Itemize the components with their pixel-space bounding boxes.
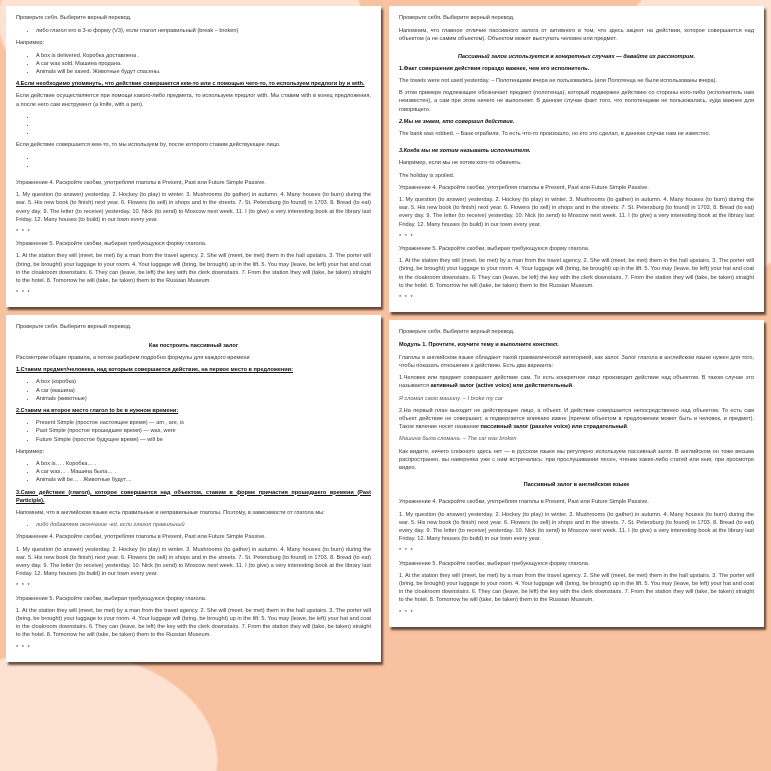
paragraph-text: 2.На первый план выходит не действующее лицо, а объект. И действие совершается непосредственно над объектом. То есть сам объект действие не совершает, а подвергается влиянию извне (причем объектом в предложении может быть и человек, и предмет). Такое явление носит название	[399, 407, 754, 431]
paragraph: The holiday is spoiled.	[399, 172, 455, 179]
list-item: • либо добавляем окончание -ed, если глагол правильный	[36, 521, 371, 529]
page-header: Проверьте себя. Выберите верный перевод.	[399, 329, 515, 336]
exercise-5-text: 1. At the station they will (meet, be met) by a man from the travel agency. 2. She will (meet, be met) them in the hall upstairs. 3. The porter will (bring, be brought) your luggage to your room. 4. Your luggage will (bring, be brought) up in the lift. 5. You may (leave, be left) your hat and coat in the cloakroom downstairs. 6. They can (leave, be left) the key with the clerk downstairs. 7. From the station they will (take, be taken) straight to the hotel. 8. Tomorrow he will (take, be taken) them to the Russian Museum.	[16, 607, 371, 639]
list-item: • A car was… . Машина была… .	[36, 468, 371, 476]
paragraph: The towels were not used yesterday. – Полотенцами вчера не пользовались (или Полотенца не были использованы вчера).	[399, 78, 718, 85]
exercise-5-title: Упражнение 5. Раскройте скобки, выбирая требующуюся форму глагола.	[16, 595, 207, 602]
paragraph: Глаголы в английском языке обладают такой грамматической категорией, как залог. Залог глагола в английском языке нужен для того, чтобы показать отношение к действию. Есть два варианта:	[399, 354, 754, 369]
paragraph: The bank was robbed. – Банк ограбили. То есть что-то произошло, но кто это сделал, в данном случае нам не известно.	[399, 131, 711, 138]
paragraph: Напомним, что главное отличие пассивного залога от активного в том, что здесь акцент на действии, которое совершается над объектом (а не самим объектом). Объектом может выступать человек или предмет.	[399, 28, 754, 43]
bold-term: пассивный залог (passive voice) или страдательный	[480, 424, 627, 431]
exercise-4-text: 1. My question (to answer) yesterday. 2. Hockey (to play) in winter. 3. Mushrooms (to gather) in autumn. 4. Many houses (to burn) during the war. 5. His new book (to finish) next year. 6. Flowers (to sell) in shops and in the streets. 7. St. Petersburg (to found) in 1703. 8. Bread (to eat) every day. 9. The letter (to receive) yesterday. 10. Nick (to send) to Moscow next week. 11. I (to give) a very interesting book at the library last Friday. 12. Many houses (to build) in our town every year.	[399, 197, 754, 228]
paragraph: В этом примере подлежащее обозначает предмет (полотенца), который подвержен действию со стороны кого-либо (исполнитель нам неизвестен), а сам при этом ничего не выполняет. В данном случае факт того, что полотенцами не пользовались, куда важнее для говорящего.	[399, 90, 754, 113]
list-item: • A box (коробка)	[36, 378, 371, 386]
paragraph	[399, 374, 754, 390]
list-item: • Animals will be saved. Животные будут спасены.	[36, 68, 371, 76]
separator: * * *	[16, 644, 31, 651]
section-title: Пассивный залог в английском языке	[523, 482, 630, 489]
paragraph-tail: .	[627, 424, 629, 431]
exercise-4-text: 1. My question (to answer) yesterday. 2. Hockey (to play) in winter. 3. Mushrooms (to gather) in autumn. 4. Many houses (to burn) during the war. 5. His new book (to finish) next year. 6. Flowers (to sell) in shops and in the streets. 7. St. Petersburg (to found) in 1703. 8. Bread (to eat) every day. 9. The letter (to receive) yesterday. 10. Nick (to send) to Moscow next week. 11. I (to give) a very interesting book at the library last Friday. 12. Many houses (to build) in our town every year.	[16, 546, 371, 578]
page-header: Проверьте себя. Выберите верный перевод.	[16, 324, 132, 331]
list-item: • Future Simple (простое будущее время) — will be	[36, 436, 371, 444]
bullet-list	[16, 27, 371, 35]
paragraph: Например, если мы не хотим кого-то обвинять.	[399, 160, 522, 167]
bold-term: активный залог (active voice) или действительный	[430, 383, 573, 390]
exercise-5-title: Упражнение 5. Раскройте скобки, выбирая требующуюся форму глагола.	[16, 241, 207, 248]
bullet-list	[16, 378, 371, 403]
bullet-list	[16, 521, 371, 529]
list-item: • A box is delivered. Коробка доставлена .	[36, 52, 371, 60]
paragraph: Как видите, ничего сложного здесь нет — в русском языке мы регулярно используем пассивный залог. В английском он тоже весьма распространен, вы наверняка уже с ним встречались: при прослушивании песен, чтении каких-либо статей или книг, при просмотре видео.	[399, 448, 754, 471]
example-sentence: Я сломал свою машину. – I broke my car	[399, 395, 503, 402]
separator: * * *	[16, 290, 31, 297]
left-column	[6, 6, 381, 662]
exercise-5-text: 1. At the station they will (meet, be met) by a man from the travel agency. 2. She will (meet, be met) them in the hall upstairs. 3. The porter will (bring, be brought) your luggage to your room. 4. Your luggage will (bring, be brought) up in the lift. 5. You may (leave, be left) your hat and coat in the cloakroom downstairs. 6. They can (leave, be left) the key with the clerk downstairs. 7. From the station they will (take, be taken) straight to the hotel. 8. Tomorrow he will (take, be taken) them to the Russian Museum.	[399, 572, 754, 604]
exercise-4-text: 1. My question (to answer) yesterday. 2. Hockey (to play) in winter. 3. Mushrooms (to gather) in autumn. 4. Many houses (to burn) during the war. 5. His new book (to finish) next year. 6. Flowers (to sell) in shops and in the streets. 7. St. Petersburg (to found) in 1703. 8. Bread (to eat) every day. 9. The letter (to receive) yesterday. 10. Nick (to send) to Moscow next week. 11. I (to give) a very interesting book at the library last Friday. 12. Many houses (to build) in our town every year.	[399, 511, 754, 543]
bold-heading: Модуль 1. Прочтите, изучите тему и выполните конспект.	[399, 342, 559, 349]
bullet-list	[16, 52, 371, 77]
document-page-front	[389, 320, 764, 626]
list-item: • A car was sold. Машина продана.	[36, 60, 371, 68]
page-header: Проверьте себя. Выберите верный перевод.	[16, 15, 132, 21]
bullet-list	[16, 113, 371, 138]
list-item: • A car (машина)	[36, 387, 371, 395]
exercise-4-text: 1. My question (to answer) yesterday. 2. Hockey (to play) in winter. 3. Mushrooms (to gather) in autumn. 4. Many houses (to burn) during the war. 5. His new book (to finish) next year. 6. Flowers (to sell) in shops and in the streets. 7. St. Petersburg (to found) in 1703. 8. Bread (to eat) every day. 9. The letter (to receive) yesterday. 10. Nick (to send) to Moscow next week. 11. I (to give) a very interesting book at the library last Friday. 12. Many houses (to build) in our town every year.	[16, 192, 371, 223]
section-title: Как построить пассивный залог	[148, 342, 239, 349]
exercise-5-text: 1. At the station they will (meet, be met) by a man from the travel agency. 2. She will (meet, be met) them in the hall upstairs. 3. The porter will (bring, be brought) your luggage to your room. 4. Your luggage will (bring, be brought) up in the lift. 5. You may (leave, be left) your hat and coat in the cloakroom downstairs. 6. They can (leave, be left) the key with the clerk downstairs. 7. From the station they will (take, be taken) straight to the hotel. 8. Tomorrow he will (take, be taken) them to the Russian Museum.	[399, 258, 754, 289]
list-item	[36, 162, 371, 170]
list-item	[36, 113, 371, 121]
paragraph-tail: .	[572, 383, 574, 390]
bold-italic-heading: 2.Мы не знаем, кто совершил действие.	[399, 118, 515, 125]
paragraph	[399, 407, 754, 432]
document-page-third	[389, 6, 764, 312]
paragraph: Если действие совершается кем-то, то мы используем by, после которого ставим действующее лицо.	[16, 142, 281, 149]
document-page-second	[6, 315, 381, 661]
list-item: • Present Simple (простое настоящее время) — am , are, is	[36, 419, 371, 427]
paragraph: Например:	[16, 448, 45, 455]
list-item: • Past Simple (простое прошедшее время) — was, were	[36, 427, 371, 435]
exercise-4-title: Упражнение 4. Раскройте скобки, употребляя глаголы в Present, Past или Future Simple Passive.	[16, 180, 266, 187]
underlined-rule: 3.Само действие (глагол), которое совершается над объектом, ставим в форме причастия прошедшего времени (Past Participle).	[16, 489, 371, 504]
bullet-list	[16, 460, 371, 485]
list-item: • Animals will be… . Животные будут…	[36, 476, 371, 484]
exercise-5-text: 1. At the station they will (meet, be met) by a man from the travel agency. 2. She will (meet, be met) them in the hall upstairs. 3. The porter will (bring, be brought) your luggage to your room. 4. Your luggage will (bring, be brought) up in the lift. 5. You may (leave, be left) your hat and coat in the cloakroom downstairs. 6. They can (leave, be left) the key with the clerk downstairs. 7. From the station they will (take, be taken) straight to the hotel. 8. Tomorrow he will (take, be taken) them to the Russian Museum.	[16, 253, 371, 285]
separator: * * *	[399, 609, 414, 616]
right-column	[389, 6, 764, 662]
list-item: • Animals (животные)	[36, 395, 371, 403]
list-item	[36, 154, 371, 162]
paragraph: Напомним, что в английском языке есть правильные и неправильные глаголы. Поэтому, в зависимости от глагола мы:	[16, 509, 325, 516]
separator: * * *	[16, 229, 31, 236]
exercise-5-title: Упражнение 5. Раскройте скобки, выбирая требующуюся форму глагола.	[399, 560, 590, 567]
separator: * * *	[16, 583, 31, 590]
list-item: • A box is… . Коробка… .	[36, 460, 371, 468]
section-heading: Пассивный залог используется в конкретных случаях — давайте их рассмотрим.	[457, 53, 696, 60]
separator: * * *	[399, 233, 414, 240]
example-sentence: Машина была сломана. – The car was broken	[399, 436, 517, 443]
bullet-list	[16, 419, 371, 444]
exercise-4-title: Упражнение 4. Раскройте скобки, употребляя глаголы в Present, Past или Future Simple Passive.	[399, 499, 649, 506]
underlined-rule: 2.Ставим на второе место глагол to be в нужном времени:	[16, 407, 179, 414]
bold-italic-heading: 3.Когда мы не хотим называть исполнителя.	[399, 148, 531, 155]
paragraph: Рассмотрим общие правила, а потом разберем подробно формулы для каждого времени	[16, 354, 250, 361]
list-item	[36, 121, 371, 129]
document-page-back	[6, 6, 381, 307]
paragraph-text: 1.Человек или предмет совершает действие сам. То есть конкретное лицо производит действие над объектом. В таком случае это называется	[399, 375, 754, 390]
bullet-list	[16, 154, 371, 170]
underlined-rule: 4.Если необходимо упомянуть, что действие совершается кем-то или с помощью чего-то, то используем предлоги by и with.	[16, 81, 365, 88]
separator: * * *	[399, 295, 414, 302]
page-header: Проверьте себя. Выберите верный перевод.	[399, 15, 515, 21]
list-item: • либо глагол его в 3-ю форму (V3), если глагол неправильный (break – broken)	[36, 27, 371, 35]
exercise-4-title: Упражнение 4. Раскройте скобки, употребляя глаголы в Present, Past или Future Simple Passive.	[16, 534, 266, 541]
list-item	[36, 129, 371, 137]
separator: * * *	[399, 548, 414, 555]
paragraph: Если действие осуществляется при помощи какого-либо предмета, то используем предлог with. Мы ставим with в конец предложения, а после него сам инструмент (a knife, with a pen).	[16, 93, 371, 108]
bold-heading: 1.Факт совершения действия гораздо важнее, чем его исполнитель.	[399, 65, 590, 72]
exercise-5-title: Упражнение 5. Раскройте скобки, выбирая требующуюся форму глагола.	[399, 246, 590, 253]
exercise-4-title: Упражнение 4. Раскройте скобки, употребляя глаголы в Present, Past или Future Simple Passive.	[399, 184, 649, 191]
underlined-rule: 1.Ставим предмет/человека, над которым совершается действие, на первое место в предложении:	[16, 367, 293, 374]
paragraph: Например:	[16, 40, 45, 47]
